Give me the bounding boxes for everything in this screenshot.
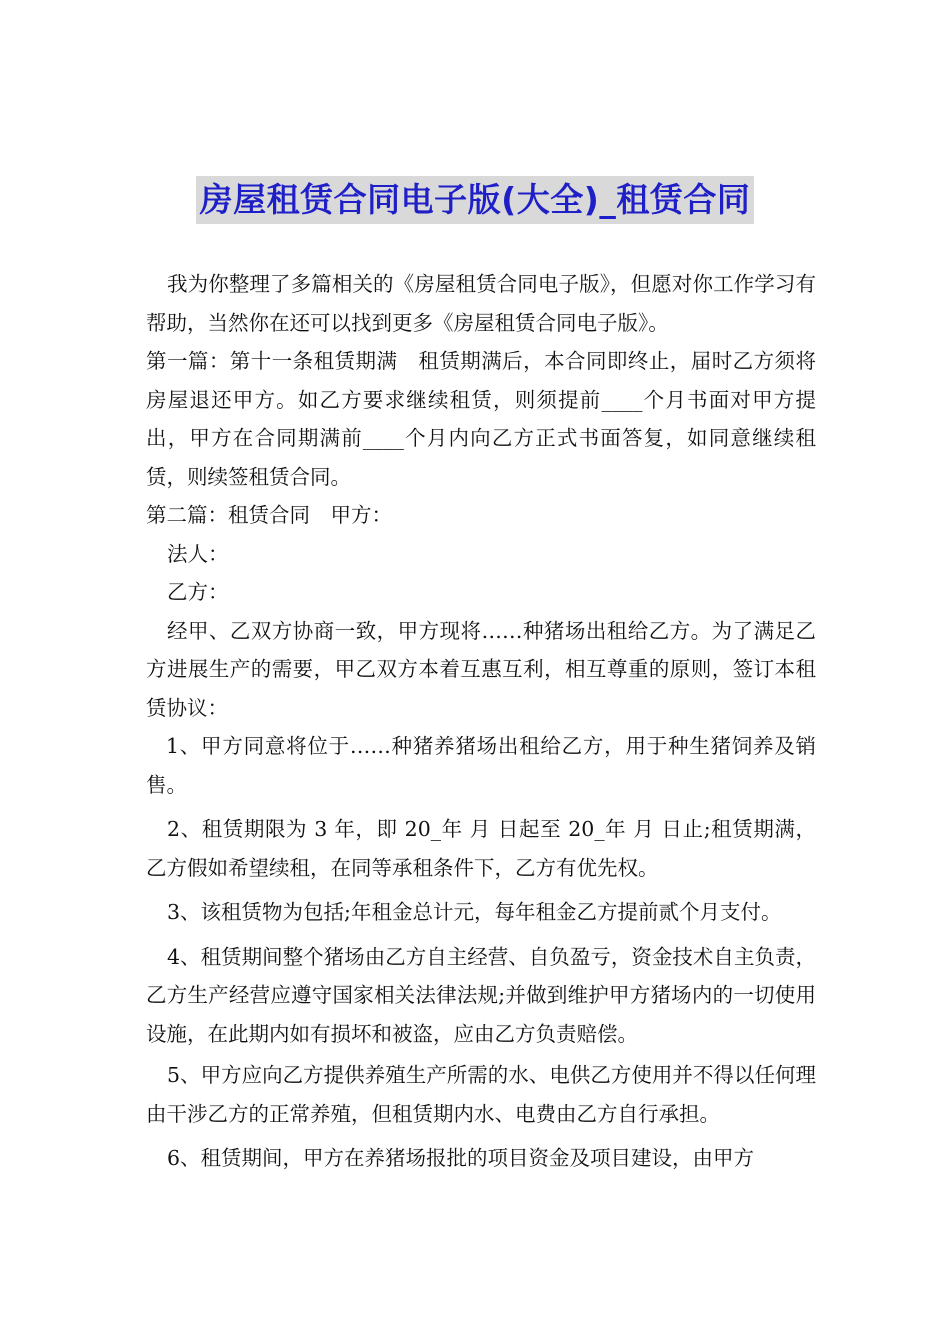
document-body bbox=[146, 265, 816, 1178]
paragraph-preamble: 经甲、乙双方协商一致，甲方现将……种猪场出租给乙方。为了满足乙方进展生产的需要，甲乙双方本着互惠互利，相互尊重的原则，签订本租赁协议： bbox=[146, 618, 816, 720]
paragraph-party-b: 乙方： bbox=[167, 580, 229, 604]
clause-1: 1、甲方同意将位于……种猪养猪场出租给乙方，用于种生猪饲养及销售。 bbox=[146, 734, 816, 797]
paragraph-part-one: 第一篇：第十一条租赁期满 租赁期满后，本合同即终止，届时乙方须将房屋退还甲方。如乙方要求继续租赁，则须提前____个月书面对甲方提出，甲方在合同期满前____个月内向乙方正式书面答复，如同意继续租赁，则续签租赁合同。 bbox=[146, 349, 816, 489]
document-title: 房屋租赁合同电子版(大全)_租赁合同 bbox=[196, 176, 755, 224]
paragraph-part-two: 第二篇：租赁合同 甲方： bbox=[146, 503, 392, 527]
clause-6: 6、租赁期间，甲方在养猪场报批的项目资金及项目建设，由甲方 bbox=[167, 1146, 755, 1170]
clause-4: 4、租赁期间整个猪场由乙方自主经营、自负盈亏，资金技术自主负责，乙方生产经营应遵守国家相关法律法规;并做到维护甲方猪场内的一切使用设施，在此期内如有损坏和被盗，应由乙方负责赔偿。 bbox=[146, 944, 816, 1046]
paragraph-legal-person: 法人： bbox=[167, 541, 229, 566]
clause-2: 2、租赁期限为 3 年，即 20_年 月 日起至 20_年 月 日止;租赁期满，乙方假如希望续租，在同等承租条件下，乙方有优先权。 bbox=[146, 817, 816, 880]
clause-5: 5、甲方应向乙方提供养殖生产所需的水、电供乙方使用并不得以任何理由干涉乙方的正常养殖，但租赁期内水、电费由乙方自行承担。 bbox=[146, 1063, 816, 1126]
clause-3: 3、该租赁物为包括;年租金总计元，每年租金乙方提前贰个月支付。 bbox=[167, 900, 782, 924]
paragraph-intro: 我为你整理了多篇相关的《房屋租赁合同电子版》，但愿对你工作学习有帮助，当然你在还可以找到更多《房屋租赁合同电子版》。 bbox=[146, 272, 816, 335]
title-container bbox=[0, 176, 950, 224]
